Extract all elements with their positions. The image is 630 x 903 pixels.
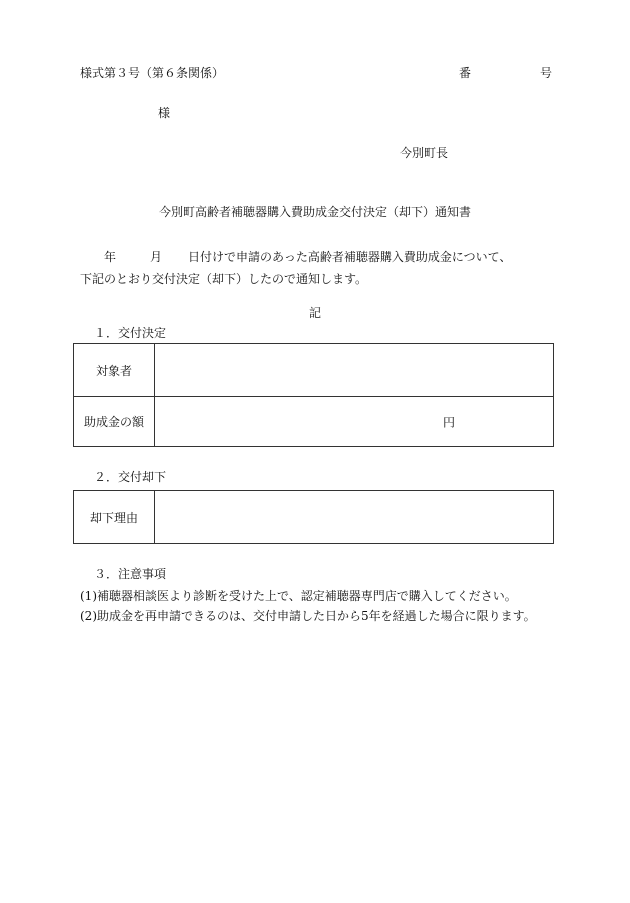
- yen-unit: 円: [443, 415, 456, 429]
- table-row: [74, 491, 554, 544]
- document-title: 今別町高齢者補聴器購入費助成金交付決定（却下）通知書: [158, 205, 471, 219]
- table-row: [74, 397, 554, 447]
- notice-body: [80, 246, 560, 290]
- notice-body-line1-text: 日付けで申請のあった高齢者補聴器購入費助成金について、: [188, 250, 512, 264]
- rejection-reason-label: 却下理由: [74, 491, 155, 544]
- rejection-reason-field[interactable]: [155, 491, 554, 544]
- section-heading-rejection: ２．交付却下: [94, 470, 167, 484]
- rejection-table: [73, 490, 554, 544]
- number-ban-label: 番: [459, 66, 472, 80]
- table-row: [74, 344, 554, 397]
- decision-table: [73, 343, 554, 447]
- note-item: (2)助成金を再申請できるのは、交付申請した日から5年を経過した場合に限ります。: [80, 609, 536, 623]
- number-go-label: 号: [540, 66, 553, 80]
- subject-field[interactable]: [155, 344, 554, 397]
- issuer-name: 今別町長: [400, 146, 449, 160]
- ki-label: 記: [308, 306, 321, 320]
- year-label: 年: [104, 250, 117, 264]
- notice-body-line1: [80, 246, 560, 268]
- form-number: 様式第３号（第６条関係）: [80, 66, 225, 80]
- subject-label: 対象者: [74, 344, 155, 397]
- notice-body-line2: 下記のとおり交付決定（却下）したので通知します。: [80, 272, 368, 286]
- amount-field[interactable]: [155, 397, 554, 447]
- note-item: (1)補聴器相談医より診断を受けた上で、認定補聴器専門店で購入してください。: [80, 589, 517, 603]
- recipient-suffix: 様: [158, 106, 171, 120]
- section-heading-notes: ３．注意事項: [94, 567, 167, 581]
- section-heading-decision: １．交付決定: [94, 326, 167, 340]
- month-label: 月: [150, 250, 163, 264]
- amount-label: 助成金の額: [74, 397, 155, 447]
